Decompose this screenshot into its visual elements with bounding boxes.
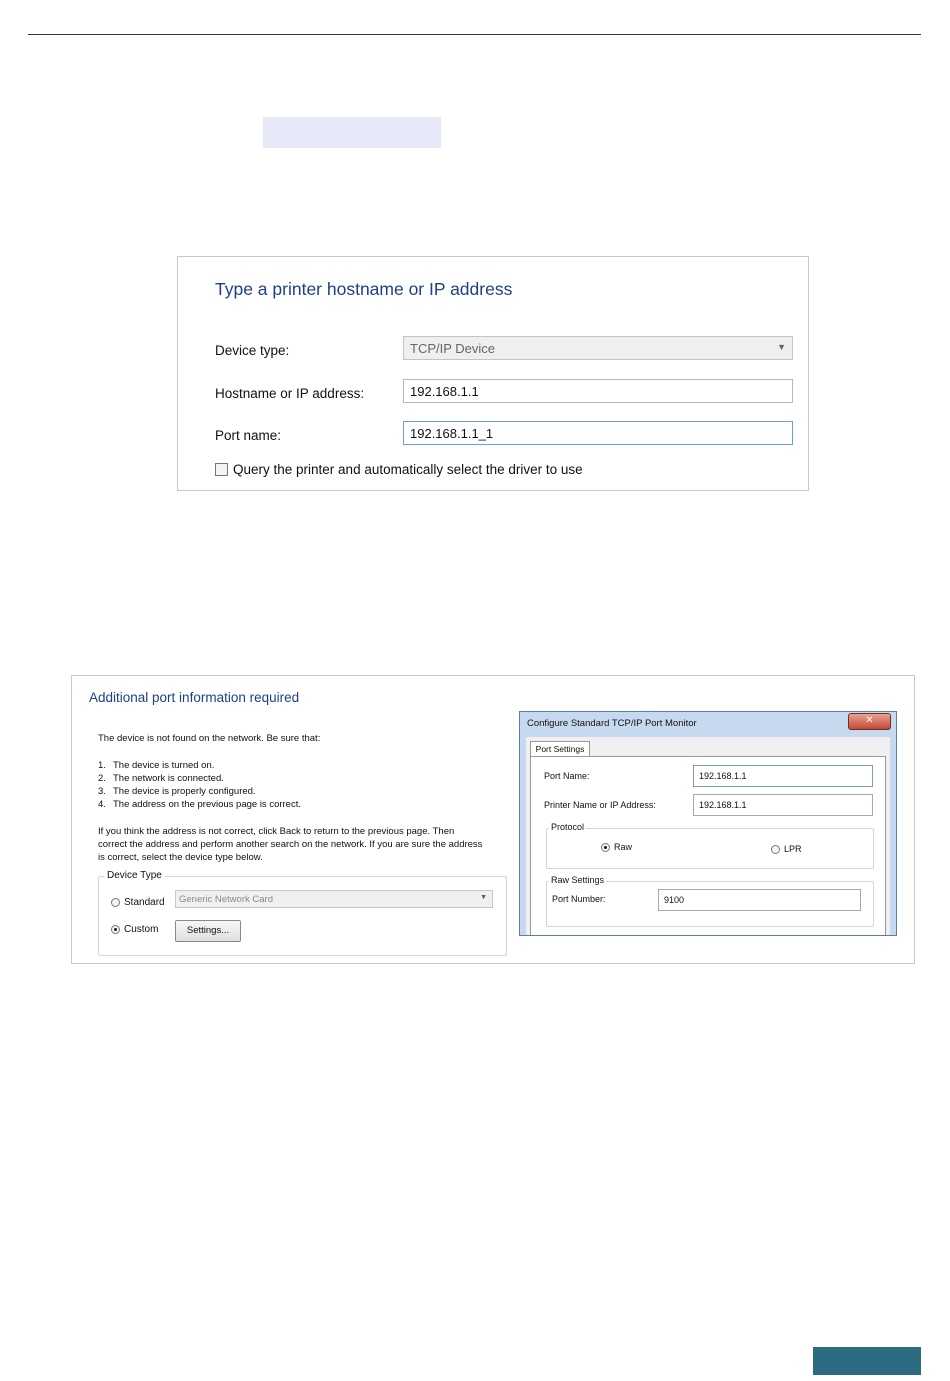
hint-line: is correct, select the device type below. <box>98 852 263 863</box>
standard-device-select[interactable] <box>175 890 493 908</box>
hostname-panel <box>177 256 809 491</box>
list-number: 4. <box>98 799 106 810</box>
list-item: The device is turned on. <box>113 760 215 771</box>
device-type-group <box>98 876 507 956</box>
additional-port-panel <box>71 675 915 964</box>
port-name-input[interactable]: 192.168.1.1_1 <box>403 421 793 445</box>
chevron-down-icon: ▼ <box>480 894 487 901</box>
hint-line: If you think the address is not correct, click Back to return to the previous page. Then <box>98 826 455 837</box>
raw-settings-legend: Raw Settings <box>551 875 605 885</box>
list-item: The network is connected. <box>113 773 224 784</box>
raw-label: Raw <box>614 842 633 852</box>
device-type-value: TCP/IP Device <box>410 341 496 356</box>
standard-device-value: Generic Network Card <box>179 894 273 905</box>
custom-label: Custom <box>124 924 159 935</box>
port-monitor-dialog <box>519 711 897 936</box>
port-number-label: Port Number: <box>552 894 606 904</box>
close-icon: ✕ <box>865 715 874 726</box>
port-settings-page <box>530 756 886 936</box>
printer-ip-label: Printer Name or IP Address: <box>544 800 656 810</box>
standard-label: Standard <box>124 897 165 908</box>
standard-radio[interactable] <box>111 898 120 907</box>
panel-title: Type a printer hostname or IP address <box>215 279 513 299</box>
panel-title: Additional port information required <box>89 690 300 705</box>
lpr-label: LPR <box>784 844 802 854</box>
port-name-input[interactable]: 192.168.1.1 <box>693 765 873 787</box>
list-number: 3. <box>98 786 106 797</box>
chevron-down-icon: ▼ <box>777 342 786 352</box>
intro-text: The device is not found on the network. Be sure that: <box>98 733 321 744</box>
list-item: The device is properly configured. <box>113 786 256 797</box>
protocol-group <box>546 828 874 869</box>
printer-ip-input[interactable]: 192.168.1.1 <box>693 794 873 816</box>
port-number-input[interactable]: 9100 <box>658 889 861 911</box>
port-name-label: Port name: <box>215 428 282 443</box>
device-type-legend: Device Type <box>104 870 165 881</box>
tab-port-settings[interactable]: Port Settings <box>530 741 590 757</box>
hostname-input[interactable]: 192.168.1.1 <box>403 379 793 403</box>
close-button[interactable] <box>848 713 891 730</box>
list-item: The address on the previous page is correct. <box>113 799 301 810</box>
top-rule <box>28 34 921 35</box>
list-number: 2. <box>98 773 106 784</box>
raw-radio[interactable] <box>601 843 610 852</box>
highlight-box <box>263 117 441 148</box>
port-name-label: Port Name: <box>544 771 590 781</box>
lpr-radio[interactable] <box>771 845 780 854</box>
footer-bar <box>813 1347 921 1375</box>
dialog-title: Configure Standard TCP/IP Port Monitor <box>527 718 697 729</box>
device-type-select[interactable] <box>403 336 793 360</box>
dialog-body <box>526 737 890 936</box>
list-number: 1. <box>98 760 106 771</box>
protocol-legend: Protocol <box>551 822 585 832</box>
hostname-label: Hostname or IP address: <box>215 386 365 401</box>
device-type-label: Device type: <box>215 343 290 358</box>
query-printer-label: Query the printer and automatically select the driver to use <box>233 462 583 477</box>
custom-radio[interactable] <box>111 925 120 934</box>
settings-button[interactable]: Settings... <box>175 920 241 942</box>
query-printer-checkbox[interactable] <box>215 463 228 476</box>
hint-line: correct the address and perform another search on the network. If you are sure the address <box>98 839 483 850</box>
